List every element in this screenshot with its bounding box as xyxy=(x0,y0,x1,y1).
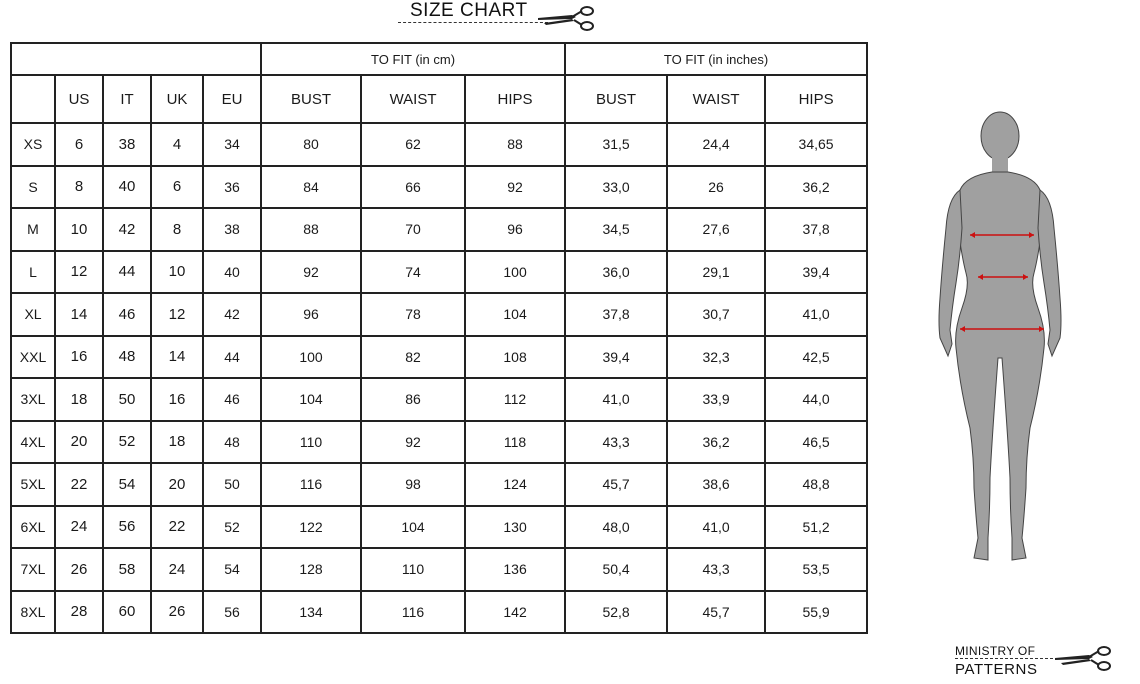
uk-size-cell: 22 xyxy=(151,506,203,549)
hips-inches-cell: 46,5 xyxy=(765,421,867,464)
column-header-it: IT xyxy=(103,75,151,123)
hips-inches-cell: 42,5 xyxy=(765,336,867,379)
bust-inches-cell: 48,0 xyxy=(565,506,667,549)
waist-inches-cell: 41,0 xyxy=(667,506,765,549)
bust-cm-cell: 80 xyxy=(261,123,361,166)
uk-size-cell: 8 xyxy=(151,208,203,251)
bust-cm-cell: 128 xyxy=(261,548,361,591)
it-size-cell: 52 xyxy=(103,421,151,464)
bust-inches-cell: 34,5 xyxy=(565,208,667,251)
bust-cm-cell: 96 xyxy=(261,293,361,336)
eu-size-cell: 50 xyxy=(203,463,261,506)
us-size-cell: 24 xyxy=(55,506,103,549)
hips-inches-cell: 41,0 xyxy=(765,293,867,336)
hips-cm-cell: 100 xyxy=(465,251,565,294)
column-header-us: US xyxy=(55,75,103,123)
hips-inches-cell: 44,0 xyxy=(765,378,867,421)
it-size-cell: 38 xyxy=(103,123,151,166)
waist-cm-cell: 66 xyxy=(361,166,465,209)
table-row xyxy=(11,336,867,379)
size-label-cell: 4XL xyxy=(11,421,55,464)
title-cut-line xyxy=(398,22,548,23)
waist-cm-cell: 78 xyxy=(361,293,465,336)
hips-cm-cell: 142 xyxy=(465,591,565,634)
hips-inches-cell: 39,4 xyxy=(765,251,867,294)
table-row xyxy=(11,166,867,209)
body-silhouette xyxy=(939,112,1061,560)
page-title: SIZE CHART xyxy=(410,0,528,21)
size-label-cell: 8XL xyxy=(11,591,55,634)
hips-cm-cell: 112 xyxy=(465,378,565,421)
group-header-cm: TO FIT (in cm) xyxy=(261,43,565,75)
hips-inches-cell: 34,65 xyxy=(765,123,867,166)
it-size-cell: 60 xyxy=(103,591,151,634)
waist-cm-cell: 62 xyxy=(361,123,465,166)
bust-inches-cell: 31,5 xyxy=(565,123,667,166)
size-label-cell: 3XL xyxy=(11,378,55,421)
column-header-hips-inches: HIPS xyxy=(765,75,867,123)
uk-size-cell: 18 xyxy=(151,421,203,464)
group-header-inches: TO FIT (in inches) xyxy=(565,43,867,75)
uk-size-cell: 14 xyxy=(151,336,203,379)
size-label-cell: L xyxy=(11,251,55,294)
waist-cm-cell: 74 xyxy=(361,251,465,294)
waist-cm-cell: 70 xyxy=(361,208,465,251)
uk-size-cell: 4 xyxy=(151,123,203,166)
uk-size-cell: 6 xyxy=(151,166,203,209)
us-size-cell: 18 xyxy=(55,378,103,421)
bust-inches-cell: 43,3 xyxy=(565,421,667,464)
table-row xyxy=(11,548,867,591)
table-row xyxy=(11,293,867,336)
bust-inches-cell: 45,7 xyxy=(565,463,667,506)
waist-cm-cell: 86 xyxy=(361,378,465,421)
size-label-cell: S xyxy=(11,166,55,209)
hips-cm-cell: 108 xyxy=(465,336,565,379)
table-row xyxy=(11,421,867,464)
size-label-cell: 6XL xyxy=(11,506,55,549)
waist-cm-cell: 110 xyxy=(361,548,465,591)
waist-inches-cell: 45,7 xyxy=(667,591,765,634)
it-size-cell: 46 xyxy=(103,293,151,336)
hips-cm-cell: 92 xyxy=(465,166,565,209)
hips-cm-cell: 124 xyxy=(465,463,565,506)
body-figure-icon xyxy=(930,108,1070,568)
column-header-row xyxy=(11,75,867,123)
bust-cm-cell: 100 xyxy=(261,336,361,379)
column-header-bust-cm: BUST xyxy=(261,75,361,123)
eu-size-cell: 52 xyxy=(203,506,261,549)
waist-cm-cell: 104 xyxy=(361,506,465,549)
it-size-cell: 48 xyxy=(103,336,151,379)
waist-inches-cell: 26 xyxy=(667,166,765,209)
us-size-cell: 12 xyxy=(55,251,103,294)
hips-inches-cell: 48,8 xyxy=(765,463,867,506)
size-label-cell: M xyxy=(11,208,55,251)
column-header-waist-inches: WAIST xyxy=(667,75,765,123)
column-header-eu: EU xyxy=(203,75,261,123)
bust-cm-cell: 84 xyxy=(261,166,361,209)
table-row xyxy=(11,506,867,549)
uk-size-cell: 10 xyxy=(151,251,203,294)
brand-name-line2: PATTERNS xyxy=(955,661,1038,678)
brand-logo xyxy=(955,644,1130,682)
hips-inches-cell: 55,9 xyxy=(765,591,867,634)
us-size-cell: 28 xyxy=(55,591,103,634)
table-row xyxy=(11,251,867,294)
us-size-cell: 10 xyxy=(55,208,103,251)
waist-inches-cell: 27,6 xyxy=(667,208,765,251)
bust-cm-cell: 116 xyxy=(261,463,361,506)
uk-size-cell: 16 xyxy=(151,378,203,421)
brand-cut-line xyxy=(955,658,1053,659)
it-size-cell: 50 xyxy=(103,378,151,421)
bust-inches-cell: 50,4 xyxy=(565,548,667,591)
uk-size-cell: 26 xyxy=(151,591,203,634)
bust-cm-cell: 104 xyxy=(261,378,361,421)
brand-name-line1: MINISTRY OF xyxy=(955,644,1036,658)
table-row xyxy=(11,378,867,421)
group-header-row xyxy=(11,43,867,75)
table-row xyxy=(11,591,867,634)
us-size-cell: 20 xyxy=(55,421,103,464)
waist-inches-cell: 29,1 xyxy=(667,251,765,294)
eu-size-cell: 36 xyxy=(203,166,261,209)
hips-inches-cell: 36,2 xyxy=(765,166,867,209)
hips-cm-cell: 130 xyxy=(465,506,565,549)
uk-size-cell: 12 xyxy=(151,293,203,336)
table-row xyxy=(11,463,867,506)
bust-inches-cell: 52,8 xyxy=(565,591,667,634)
us-size-cell: 26 xyxy=(55,548,103,591)
scissors-icon xyxy=(1053,646,1113,672)
hips-cm-cell: 96 xyxy=(465,208,565,251)
eu-size-cell: 40 xyxy=(203,251,261,294)
hips-cm-cell: 88 xyxy=(465,123,565,166)
size-label-cell: 7XL xyxy=(11,548,55,591)
size-label-cell: XS xyxy=(11,123,55,166)
bust-cm-cell: 88 xyxy=(261,208,361,251)
size-chart-table xyxy=(10,42,868,634)
bust-inches-cell: 33,0 xyxy=(565,166,667,209)
eu-size-cell: 34 xyxy=(203,123,261,166)
size-label-cell: XXL xyxy=(11,336,55,379)
column-header-bust-inches: BUST xyxy=(565,75,667,123)
table-row xyxy=(11,208,867,251)
bust-inches-cell: 37,8 xyxy=(565,293,667,336)
waist-inches-cell: 38,6 xyxy=(667,463,765,506)
uk-size-cell: 24 xyxy=(151,548,203,591)
bust-cm-cell: 134 xyxy=(261,591,361,634)
column-header-size xyxy=(11,75,55,123)
waist-inches-cell: 33,9 xyxy=(667,378,765,421)
waist-inches-cell: 36,2 xyxy=(667,421,765,464)
hips-cm-cell: 118 xyxy=(465,421,565,464)
group-header-blank xyxy=(11,43,261,75)
size-chart-title xyxy=(398,0,608,30)
it-size-cell: 58 xyxy=(103,548,151,591)
waist-inches-cell: 24,4 xyxy=(667,123,765,166)
bust-cm-cell: 122 xyxy=(261,506,361,549)
waist-cm-cell: 92 xyxy=(361,421,465,464)
waist-cm-cell: 116 xyxy=(361,591,465,634)
column-header-waist-cm: WAIST xyxy=(361,75,465,123)
eu-size-cell: 38 xyxy=(203,208,261,251)
waist-inches-cell: 32,3 xyxy=(667,336,765,379)
size-label-cell: XL xyxy=(11,293,55,336)
it-size-cell: 54 xyxy=(103,463,151,506)
uk-size-cell: 20 xyxy=(151,463,203,506)
us-size-cell: 6 xyxy=(55,123,103,166)
eu-size-cell: 48 xyxy=(203,421,261,464)
it-size-cell: 40 xyxy=(103,166,151,209)
it-size-cell: 42 xyxy=(103,208,151,251)
it-size-cell: 56 xyxy=(103,506,151,549)
size-label-cell: 5XL xyxy=(11,463,55,506)
bust-inches-cell: 39,4 xyxy=(565,336,667,379)
hips-inches-cell: 53,5 xyxy=(765,548,867,591)
hips-inches-cell: 37,8 xyxy=(765,208,867,251)
bust-cm-cell: 110 xyxy=(261,421,361,464)
us-size-cell: 22 xyxy=(55,463,103,506)
hips-cm-cell: 136 xyxy=(465,548,565,591)
scissors-icon xyxy=(536,6,596,32)
hips-cm-cell: 104 xyxy=(465,293,565,336)
it-size-cell: 44 xyxy=(103,251,151,294)
table-row xyxy=(11,123,867,166)
eu-size-cell: 56 xyxy=(203,591,261,634)
bust-inches-cell: 41,0 xyxy=(565,378,667,421)
waist-cm-cell: 82 xyxy=(361,336,465,379)
waist-inches-cell: 43,3 xyxy=(667,548,765,591)
column-header-hips-cm: HIPS xyxy=(465,75,565,123)
column-header-uk: UK xyxy=(151,75,203,123)
bust-cm-cell: 92 xyxy=(261,251,361,294)
eu-size-cell: 42 xyxy=(203,293,261,336)
us-size-cell: 8 xyxy=(55,166,103,209)
waist-cm-cell: 98 xyxy=(361,463,465,506)
eu-size-cell: 44 xyxy=(203,336,261,379)
bust-inches-cell: 36,0 xyxy=(565,251,667,294)
us-size-cell: 14 xyxy=(55,293,103,336)
eu-size-cell: 46 xyxy=(203,378,261,421)
eu-size-cell: 54 xyxy=(203,548,261,591)
waist-inches-cell: 30,7 xyxy=(667,293,765,336)
us-size-cell: 16 xyxy=(55,336,103,379)
hips-inches-cell: 51,2 xyxy=(765,506,867,549)
